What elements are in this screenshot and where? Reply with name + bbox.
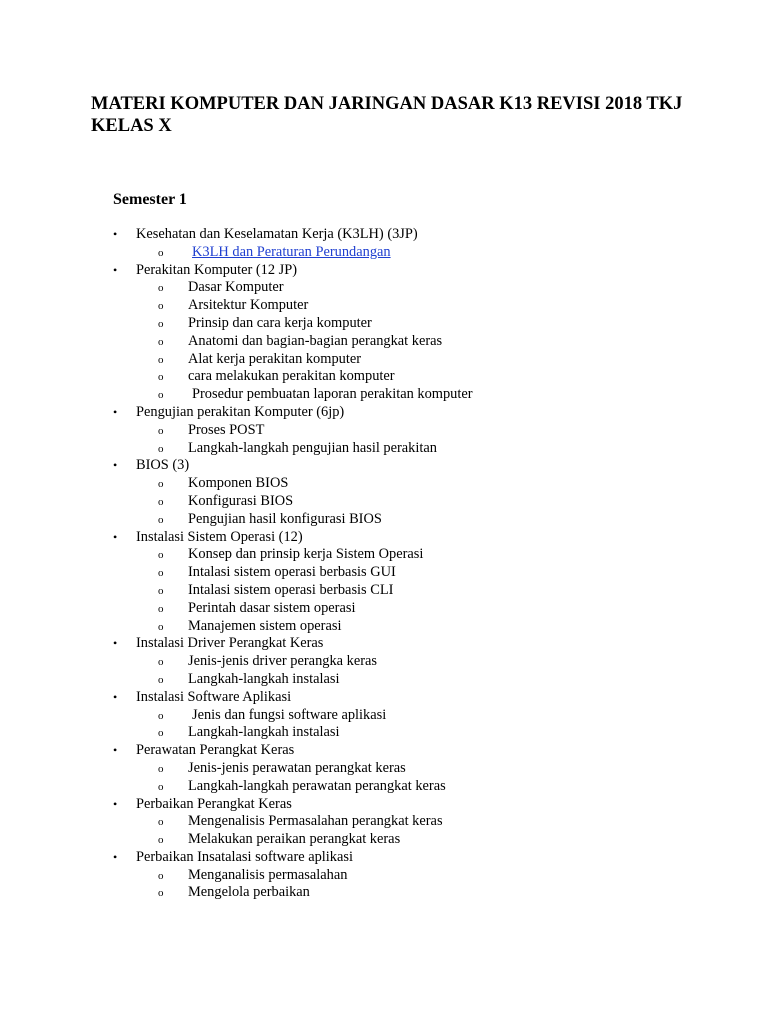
subtopic-label: Langkah-langkah instalasi (188, 670, 340, 687)
subtopic-marker: o (158, 567, 164, 580)
subtopic-marker: o (158, 727, 164, 740)
topic-row (0, 226, 768, 244)
subtopic-marker: o (158, 353, 164, 366)
subtopic-list (0, 653, 768, 689)
subtopic-item (0, 618, 768, 636)
subtopic-label: Jenis-jenis perawatan perangkat keras (188, 759, 406, 776)
subtopic-marker: o (158, 816, 164, 829)
subtopic-label: Alat kerja perakitan komputer (188, 350, 362, 367)
subtopic-marker: o (158, 780, 164, 793)
topic-label: Perawatan Perangkat Keras (136, 742, 295, 759)
subtopic-label: Langkah-langkah perawatan perangkat keras (188, 777, 446, 794)
subtopic-label: Anatomi dan bagian-bagian perangkat keras (188, 332, 443, 349)
subtopic-list (0, 867, 768, 903)
subtopic-marker: o (158, 442, 164, 455)
topic-row (0, 529, 768, 547)
subtopic-item (0, 475, 768, 493)
subtopic-label: Konfigurasi BIOS (188, 492, 294, 509)
subtopic-marker: o (158, 620, 164, 633)
topic-item (0, 742, 768, 795)
subtopic-label: Komponen BIOS (188, 475, 289, 492)
subtopic-marker: o (158, 656, 164, 669)
subtopic-list (0, 475, 768, 528)
subtopic-item (0, 582, 768, 600)
topic-label: Instalasi Sistem Operasi (12) (136, 528, 303, 545)
subtopic-marker: o (158, 762, 164, 775)
subtopic-label: Perintah dasar sistem operasi (188, 599, 356, 616)
subtopic-list (0, 707, 768, 743)
subtopic-item (0, 315, 768, 333)
subtopic-marker: o (158, 584, 164, 597)
subtopic-item (0, 671, 768, 689)
subtopic-marker: o (158, 549, 164, 562)
subtopic-item (0, 831, 768, 849)
topic-item (0, 849, 768, 902)
subtopic-item (0, 867, 768, 885)
subtopic-marker: o (158, 709, 164, 722)
subtopic-item (0, 333, 768, 351)
topic-label: Kesehatan dan Keselamatan Kerja (K3LH) (3JP) (136, 226, 418, 242)
subtopic-item (0, 813, 768, 831)
subtopic-item (0, 884, 768, 902)
subtopic-marker: o (158, 246, 164, 259)
topic-row (0, 457, 768, 475)
subtopic-item (0, 724, 768, 742)
subtopic-item (0, 564, 768, 582)
subtopic-marker: o (158, 673, 164, 686)
subtopic-marker: o (158, 834, 164, 847)
subtopic-item (0, 778, 768, 796)
subtopic-label: Intalasi sistem operasi berbasis CLI (188, 581, 394, 598)
subtopic-item (0, 707, 768, 725)
topic-label: Instalasi Driver Perangkat Keras (136, 635, 324, 652)
topic-label: Instalasi Software Aplikasi (136, 688, 292, 705)
subtopic-item (0, 600, 768, 618)
topic-item (0, 226, 768, 262)
topic-item (0, 262, 768, 404)
subtopic-item (0, 653, 768, 671)
document-title: MATERI KOMPUTER DAN JARINGAN DASAR K13 REVISI 2018 TKJ KELAS X (91, 94, 683, 136)
topic-item (0, 457, 768, 528)
subtopic-marker: o (158, 282, 164, 295)
subtopic-item (0, 511, 768, 529)
subtopic-list (0, 813, 768, 849)
section-heading: Semester 1 (113, 191, 187, 208)
subtopic-marker: o (158, 887, 164, 900)
subtopic-marker: o (158, 602, 164, 615)
bullet-marker: • (113, 227, 118, 241)
subtopic-label: Manajemen sistem operasi (188, 617, 342, 634)
topic-row (0, 796, 768, 814)
subtopic-label: Prosedur pembuatan laporan perakitan komputer (192, 386, 473, 403)
bullet-marker: • (113, 636, 118, 651)
subtopic-item (0, 386, 768, 404)
subtopic-item (0, 297, 768, 315)
subtopic-item (0, 422, 768, 440)
subtopic-item (0, 493, 768, 511)
subtopic-marker: o (158, 335, 164, 348)
topic-label: Perbaikan Perangkat Keras (136, 795, 292, 812)
bullet-marker: • (113, 796, 118, 811)
bullet-marker: • (113, 849, 118, 864)
subtopic-label: Mengenalisis Permasalahan perangkat keras (188, 813, 443, 830)
subtopic-label: Proses POST (188, 421, 265, 438)
subtopic-item (0, 440, 768, 458)
bullet-marker: • (113, 458, 118, 473)
subtopic-label: cara melakukan perakitan komputer (188, 368, 395, 385)
subtopic-item (0, 760, 768, 778)
subtopic-label: Menganalisis permasalahan (188, 866, 348, 883)
subtopic-label: Intalasi sistem operasi berbasis GUI (188, 564, 396, 581)
subtopic-link[interactable]: K3LH dan Peraturan Perundangan (192, 243, 391, 260)
subtopic-list (0, 244, 768, 262)
subtopic-label: Langkah-langkah instalasi (188, 724, 340, 741)
topic-item (0, 689, 768, 742)
subtopic-marker: o (158, 389, 164, 402)
subtopic-label: Arsitektur Komputer (188, 297, 309, 314)
subtopic-list (0, 279, 768, 404)
subtopic-list (0, 422, 768, 458)
bullet-marker: • (113, 404, 118, 419)
subtopic-label: Melakukan peraikan perangkat keras (188, 831, 401, 848)
topic-label: Perakitan Komputer (12 JP) (136, 261, 298, 278)
subtopic-label: Prinsip dan cara kerja komputer (188, 314, 372, 331)
subtopic-marker: o (158, 495, 164, 508)
bullet-marker: • (113, 689, 118, 704)
topic-item (0, 529, 768, 636)
subtopic-marker: o (158, 300, 164, 313)
subtopic-marker: o (158, 371, 164, 384)
bullet-marker: • (113, 262, 118, 277)
subtopic-label: Mengelola perbaikan (188, 884, 310, 901)
subtopic-label: Jenis-jenis driver perangka keras (188, 653, 378, 670)
subtopic-item (0, 351, 768, 369)
topic-row (0, 742, 768, 760)
topic-label: Perbaikan Insatalasi software aplikasi (136, 848, 353, 865)
topic-item (0, 404, 768, 457)
topic-list (0, 226, 768, 902)
topic-row (0, 689, 768, 707)
subtopic-item (0, 279, 768, 297)
subtopic-label: Langkah-langkah pengujian hasil perakitan (188, 439, 437, 456)
subtopic-marker: o (158, 513, 164, 526)
subtopic-label: Konsep dan prinsip kerja Sistem Operasi (188, 546, 424, 563)
topic-row (0, 849, 768, 867)
topic-row (0, 262, 768, 280)
bullet-marker: • (113, 529, 118, 544)
topic-label: BIOS (3) (136, 457, 190, 474)
topic-row (0, 635, 768, 653)
subtopic-marker: o (158, 869, 164, 882)
topic-item (0, 796, 768, 849)
bullet-marker: • (113, 743, 118, 758)
topic-label: Pengujian perakitan Komputer (6jp) (136, 403, 345, 420)
topic-row (0, 404, 768, 422)
subtopic-label: Jenis dan fungsi software aplikasi (192, 706, 387, 723)
subtopic-marker: o (158, 478, 164, 491)
subtopic-list (0, 546, 768, 635)
subtopic-item (0, 368, 768, 386)
subtopic-list (0, 760, 768, 796)
subtopic-marker: o (158, 317, 164, 330)
topic-item (0, 635, 768, 688)
subtopic-item (0, 546, 768, 564)
subtopic-label: Dasar Komputer (188, 279, 284, 296)
subtopic-marker: o (158, 424, 164, 437)
subtopic-label: Pengujian hasil konfigurasi BIOS (188, 510, 382, 527)
subtopic-item[interactable] (0, 244, 768, 262)
